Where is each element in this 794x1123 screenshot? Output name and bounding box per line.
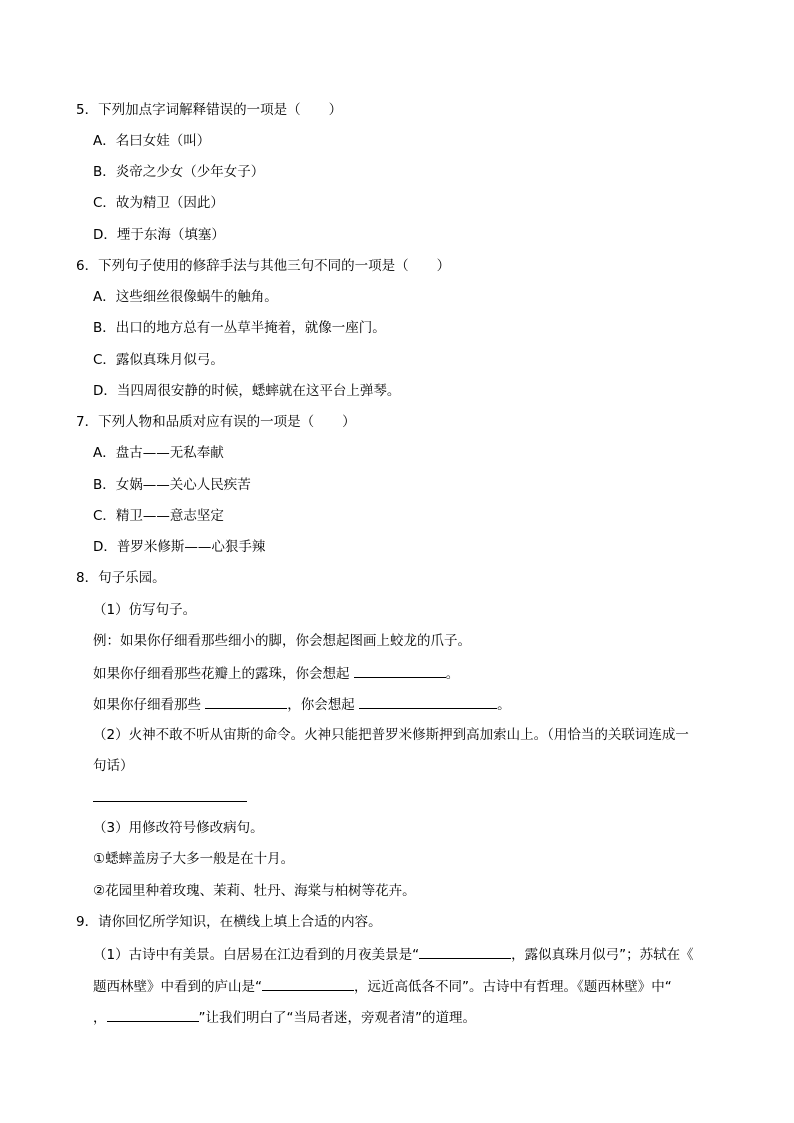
question-8	[76, 569, 166, 587]
q9-line-2: 题西林壁》中看到的庐山是“ ，远近高低各不同”。古诗中有哲理。《题西林壁》中“	[93, 976, 672, 996]
part-1-line-2: 如果你仔细看那些 ，你会想起 。	[93, 694, 511, 714]
option-d: D．堙于东海（填塞）	[93, 227, 225, 243]
option-d: D．当四周很安静的时候，蟋蟀就在这平台上弹琴。	[93, 383, 401, 399]
question-number: 6．	[76, 258, 99, 274]
option-b: B．女娲——关心人民疾苦	[93, 477, 251, 493]
option-a: A．这些细丝很像蜗牛的触角。	[93, 289, 278, 305]
option-d: D．普罗米修斯——心狠手辣	[93, 539, 266, 555]
answer-blank[interactable]	[93, 787, 247, 802]
part-2-text-cont: 句话）	[93, 758, 134, 774]
part-2-text: （2）火神不敢不听从宙斯的命令。火神只能把普罗米修斯押到高加索山上。（用恰当的关联词连成一	[93, 727, 689, 743]
question-stem: 句子乐园。	[98, 570, 166, 586]
part-3-item-2: ②花园里种着玫瑰、茉莉、牡丹、海棠与柏树等花卉。	[93, 883, 416, 899]
answer-blank[interactable]	[419, 944, 511, 959]
paren-close: ）	[328, 102, 343, 118]
question-number: 8．	[76, 570, 99, 586]
part-1-example: 例：如果你仔细看那些细小的脚，你会想起图画上蛟龙的爪子。	[93, 633, 471, 649]
question-9	[76, 913, 382, 931]
answer-blank[interactable]	[354, 663, 446, 678]
question-stem: 下列加点字词解释错误的一项是（	[98, 102, 301, 118]
option-a: A．名曰女娃（叫）	[93, 133, 211, 149]
answer-blank[interactable]	[205, 694, 287, 709]
question-number: 9．	[76, 914, 99, 930]
option-b: B．出口的地方总有一丛草半掩着，就像一座门。	[93, 320, 386, 336]
question-stem: 下列句子使用的修辞手法与其他三句不同的一项是（	[98, 258, 409, 274]
option-c: C．露似真珠月似弓。	[93, 352, 224, 368]
question-7	[76, 413, 356, 431]
q9-line-1: （1）古诗中有美景。白居易在江边看到的月夜美景是“ ，露似真珠月似弓”；苏轼在《	[93, 944, 694, 964]
part-3-title: （3）用修改符号修改病句。	[93, 820, 264, 836]
part-2-answer-line[interactable]	[93, 787, 247, 807]
option-c: C．故为精卫（因此）	[93, 195, 224, 211]
question-6	[76, 257, 450, 275]
answer-blank[interactable]	[359, 694, 497, 709]
option-a: A．盘古——无私奉献	[93, 445, 224, 461]
part-1-title: （1）仿写句子。	[93, 602, 197, 618]
answer-blank[interactable]	[262, 976, 354, 991]
question-number: 7．	[76, 414, 99, 430]
part-3-item-1: ①蟋蟀盖房子大多一般是在十月。	[93, 851, 295, 867]
question-5	[76, 101, 342, 119]
q9-line-3: ， ”让我们明白了“当局者迷，旁观者清”的道理。	[93, 1007, 476, 1027]
paren-close: ）	[342, 414, 356, 430]
paren-close: ）	[436, 258, 451, 274]
answer-blank[interactable]	[107, 1007, 199, 1022]
option-c: C．精卫——意志坚定	[93, 508, 224, 524]
question-number: 5．	[76, 102, 99, 118]
part-1-line-1: 如果你仔细看那些花瓣上的露珠，你会想起 。	[93, 663, 459, 683]
question-stem: 请你回忆所学知识，在横线上填上合适的内容。	[98, 914, 382, 930]
question-stem: 下列人物和品质对应有误的一项是（	[98, 414, 315, 430]
option-b: B．炎帝之少女（少年女子）	[93, 164, 265, 180]
